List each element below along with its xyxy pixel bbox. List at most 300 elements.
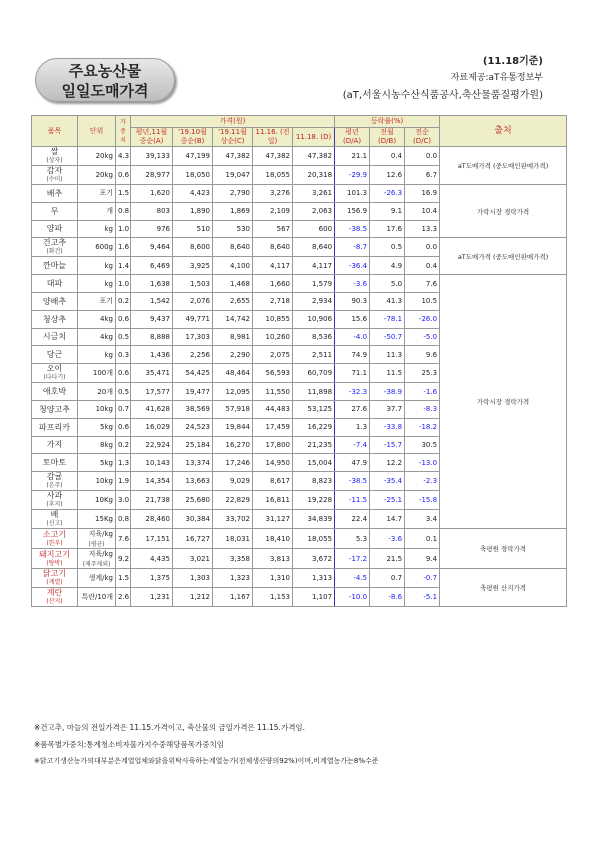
price-last-month: 38,569 xyxy=(173,400,213,418)
rate-vs-period: -5.1 xyxy=(405,588,440,607)
price-last-month: 19,477 xyxy=(173,383,213,401)
rate-vs-period: -13.0 xyxy=(405,454,440,472)
item-weight: 1.3 xyxy=(116,454,131,472)
item-unit xyxy=(78,147,116,166)
item-name-text: 오이 xyxy=(46,364,63,374)
price-last-month: 1,303 xyxy=(173,569,213,588)
price-last-month: 1,890 xyxy=(173,202,213,220)
item-unit xyxy=(78,418,116,436)
price-avg: 1,231 xyxy=(131,588,173,607)
price-avg: 22,924 xyxy=(131,436,173,454)
price-prev-day: 17,800 xyxy=(253,436,293,454)
rate-vs-month: 12.2 xyxy=(370,454,405,472)
item-weight: 4.3 xyxy=(116,147,131,166)
price-today: 2,063 xyxy=(293,202,335,220)
item-unit xyxy=(78,220,116,238)
rate-vs-month: 9.1 xyxy=(370,202,405,220)
rate-vs-month: -78.1 xyxy=(370,310,405,328)
item-weight: 2.6 xyxy=(116,588,131,607)
price-last-period: 1,869 xyxy=(213,202,253,220)
item-unit xyxy=(78,328,116,346)
rate-vs-period: 3.4 xyxy=(405,510,440,529)
rate-vs-month: -50.7 xyxy=(370,328,405,346)
price-avg: 41,628 xyxy=(131,400,173,418)
footnote-3: ※닭고기생산농가의대부분은계열업체와닭을위탁사육하는계열농가(전체생산량의92%)이며,비계열농가는8%수준 xyxy=(34,757,379,765)
item-name-text: 가지 xyxy=(46,440,63,450)
item-name-text: 대파 xyxy=(46,279,63,289)
item-unit-text: 포기 xyxy=(99,297,113,306)
item-weight: 0.6 xyxy=(116,418,131,436)
rate-vs-avg: 5.3 xyxy=(335,529,370,549)
rate-vs-avg: 101.3 xyxy=(335,185,370,203)
rate-vs-period: 10.5 xyxy=(405,292,440,310)
item-unit-text: 4kg xyxy=(100,332,113,341)
price-last-period: 47,382 xyxy=(213,147,253,166)
price-last-month: 1,212 xyxy=(173,588,213,607)
item-unit xyxy=(78,549,116,569)
price-last-month: 25,184 xyxy=(173,436,213,454)
price-today: 2,511 xyxy=(293,346,335,364)
rate-vs-avg: -4.5 xyxy=(335,569,370,588)
rate-vs-month: 0.5 xyxy=(370,238,405,257)
rate-vs-month: -38.9 xyxy=(370,383,405,401)
item-unit-text: 생계/kg xyxy=(88,574,113,583)
item-name xyxy=(32,510,78,529)
item-unit-text: 5kg xyxy=(100,458,113,467)
rate-vs-month: 0.7 xyxy=(370,569,405,588)
rate-vs-avg: 22.4 xyxy=(335,510,370,529)
rate-vs-period: 30.5 xyxy=(405,436,440,454)
price-prev-day: 1,660 xyxy=(253,275,293,293)
header-rate: 등락률(%) xyxy=(335,116,440,128)
rate-vs-period: 0.0 xyxy=(405,147,440,166)
item-name-text: 시금치 xyxy=(42,332,67,342)
rate-vs-period: 7.6 xyxy=(405,275,440,293)
price-prev-day: 4,117 xyxy=(253,257,293,275)
item-unit xyxy=(78,202,116,220)
price-last-period: 530 xyxy=(213,220,253,238)
item-unit-text: 포기 xyxy=(99,189,113,198)
item-name-text: 당근 xyxy=(46,350,63,360)
item-name-text: 배추 xyxy=(46,188,63,198)
item-unit xyxy=(78,275,116,293)
price-today: 8,640 xyxy=(293,238,335,257)
item-weight: 0.8 xyxy=(116,202,131,220)
price-last-period: 17,246 xyxy=(213,454,253,472)
rate-vs-avg: 15.6 xyxy=(335,310,370,328)
price-last-period: 2,290 xyxy=(213,346,253,364)
item-name xyxy=(32,257,78,275)
item-variety: (한우) xyxy=(46,539,63,547)
price-last-month: 49,771 xyxy=(173,310,213,328)
rate-vs-avg: 21.1 xyxy=(335,147,370,166)
price-prev-day: 2,109 xyxy=(253,202,293,220)
item-weight: 1.5 xyxy=(116,569,131,588)
price-prev-day: 18,410 xyxy=(253,529,293,549)
item-unit xyxy=(78,292,116,310)
item-variety: (온주) xyxy=(46,482,63,490)
price-prev-day: 1,310 xyxy=(253,569,293,588)
item-name xyxy=(32,436,78,454)
item-weight: 0.7 xyxy=(116,400,131,418)
rate-vs-month: 12.6 xyxy=(370,166,405,185)
price-last-month: 25,680 xyxy=(173,491,213,510)
item-weight: 0.5 xyxy=(116,328,131,346)
rate-vs-period: 16.9 xyxy=(405,185,440,203)
price-avg: 35,471 xyxy=(131,364,173,383)
item-variety: (산지) xyxy=(46,598,63,606)
price-avg: 14,354 xyxy=(131,472,173,491)
item-unit-text: kg xyxy=(104,224,113,233)
item-name xyxy=(32,529,78,549)
price-last-period: 12,095 xyxy=(213,383,253,401)
price-last-period: 9,029 xyxy=(213,472,253,491)
price-prev-day: 31,127 xyxy=(253,510,293,529)
item-variety: (계열) xyxy=(46,579,63,587)
price-avg: 16,029 xyxy=(131,418,173,436)
price-last-month: 510 xyxy=(173,220,213,238)
price-last-month: 3,021 xyxy=(173,549,213,569)
item-weight: 0.2 xyxy=(116,436,131,454)
item-variety: (상자) xyxy=(46,157,63,164)
price-avg: 1,436 xyxy=(131,346,173,364)
price-avg: 1,638 xyxy=(131,275,173,293)
price-last-period: 57,918 xyxy=(213,400,253,418)
price-today: 18,055 xyxy=(293,529,335,549)
item-weight: 1.9 xyxy=(116,472,131,491)
price-today: 3,672 xyxy=(293,549,335,569)
price-today: 10,906 xyxy=(293,310,335,328)
item-unit-text: kg xyxy=(104,350,113,359)
item-name-text: 닭고기 xyxy=(42,569,67,579)
item-name-text: 건고추 xyxy=(42,238,67,248)
price-today: 8,823 xyxy=(293,472,335,491)
price-last-period: 14,742 xyxy=(213,310,253,328)
price-today: 19,228 xyxy=(293,491,335,510)
rate-vs-avg: -36.4 xyxy=(335,257,370,275)
header-col-c: '19.11월 상순(C) xyxy=(213,128,253,147)
price-last-month: 8,600 xyxy=(173,238,213,257)
price-prev-day: 8,617 xyxy=(253,472,293,491)
item-weight: 9.2 xyxy=(116,549,131,569)
item-unit-text: 개 xyxy=(106,207,113,216)
page-title-box xyxy=(35,58,175,102)
header-col-d: 11.18. (D) xyxy=(293,128,335,147)
price-last-period: 2,655 xyxy=(213,292,253,310)
header-source: 출처 xyxy=(440,116,567,147)
price-source: 가락시장 경락가격 xyxy=(440,275,567,529)
price-last-period: 33,702 xyxy=(213,510,253,529)
item-unit xyxy=(78,491,116,510)
item-name xyxy=(32,292,78,310)
table-row xyxy=(32,147,567,166)
price-today: 1,107 xyxy=(293,588,335,607)
item-weight: 0.6 xyxy=(116,364,131,383)
price-today: 15,004 xyxy=(293,454,335,472)
rate-vs-period: -26.0 xyxy=(405,310,440,328)
item-name xyxy=(32,346,78,364)
item-name xyxy=(32,220,78,238)
item-unit-text: 5kg xyxy=(100,423,113,432)
rate-vs-month: 17.6 xyxy=(370,220,405,238)
rate-vs-month: 5.0 xyxy=(370,275,405,293)
item-unit-text: 특란/10개 xyxy=(81,593,113,602)
price-today: 11,898 xyxy=(293,383,335,401)
header-col-a: 평년,11월 중순(A) xyxy=(131,128,173,147)
item-name xyxy=(32,202,78,220)
item-unit-text: kg xyxy=(104,261,113,270)
item-weight: 3.0 xyxy=(116,491,131,510)
price-avg: 4,435 xyxy=(131,549,173,569)
price-last-period: 1,323 xyxy=(213,569,253,588)
item-weight: 0.8 xyxy=(116,510,131,529)
price-avg: 39,133 xyxy=(131,147,173,166)
price-last-period: 8,640 xyxy=(213,238,253,257)
price-source: aT도매가격 (중도매인판매가격) xyxy=(440,147,567,185)
item-variety: (다다기) xyxy=(43,374,66,382)
rate-vs-month: -33.8 xyxy=(370,418,405,436)
rate-vs-month: 11.5 xyxy=(370,364,405,383)
price-last-month: 30,384 xyxy=(173,510,213,529)
rate-vs-avg: -7.4 xyxy=(335,436,370,454)
rate-vs-period: -1.6 xyxy=(405,383,440,401)
rate-vs-period: -5.0 xyxy=(405,328,440,346)
rate-vs-period: 10.4 xyxy=(405,202,440,220)
rate-vs-avg: -4.0 xyxy=(335,328,370,346)
item-unit xyxy=(78,185,116,203)
rate-vs-avg: -8.7 xyxy=(335,238,370,257)
price-avg: 1,375 xyxy=(131,569,173,588)
price-prev-day: 3,813 xyxy=(253,549,293,569)
rate-vs-period: 13.3 xyxy=(405,220,440,238)
rate-vs-period: 0.1 xyxy=(405,529,440,549)
item-unit-sub: (평균) xyxy=(88,541,105,549)
item-name xyxy=(32,418,78,436)
item-unit xyxy=(78,400,116,418)
price-avg: 976 xyxy=(131,220,173,238)
price-today: 47,382 xyxy=(293,147,335,166)
item-name xyxy=(32,472,78,491)
price-today: 1,579 xyxy=(293,275,335,293)
item-name xyxy=(32,328,78,346)
rate-vs-month: -8.6 xyxy=(370,588,405,607)
item-name xyxy=(32,185,78,203)
rate-vs-avg: 27.6 xyxy=(335,400,370,418)
item-name xyxy=(32,569,78,588)
price-avg: 8,888 xyxy=(131,328,173,346)
item-unit xyxy=(78,383,116,401)
price-last-month: 2,256 xyxy=(173,346,213,364)
price-last-period: 3,358 xyxy=(213,549,253,569)
header-unit: 단위 xyxy=(78,116,116,147)
price-last-month: 1,503 xyxy=(173,275,213,293)
item-name-text: 무 xyxy=(50,206,59,216)
item-unit-text: 4kg xyxy=(100,315,113,324)
table-row xyxy=(32,185,567,203)
rate-vs-month: -3.6 xyxy=(370,529,405,549)
header-item: 품목 xyxy=(32,116,78,147)
price-today: 16,229 xyxy=(293,418,335,436)
item-weight: 1.0 xyxy=(116,220,131,238)
item-name-text: 계란 xyxy=(46,588,63,598)
header-rate-a: 평년 (D/A) xyxy=(335,128,370,147)
item-name-text: 청양고추 xyxy=(39,404,70,414)
item-unit-text: 20kg xyxy=(95,152,113,160)
item-name xyxy=(32,491,78,510)
header-rate-c: 전순 (D/C) xyxy=(405,128,440,147)
rate-vs-period: -8.3 xyxy=(405,400,440,418)
item-weight: 1.5 xyxy=(116,185,131,203)
page-title-line2: 일일도매가격 xyxy=(61,82,149,100)
item-unit xyxy=(78,238,116,257)
item-unit xyxy=(78,588,116,607)
price-avg: 1,620 xyxy=(131,185,173,203)
header-rate-b: 전월 (D/B) xyxy=(370,128,405,147)
price-avg: 9,464 xyxy=(131,238,173,257)
item-unit-text: 20개 xyxy=(97,387,113,396)
rate-vs-avg: -32.3 xyxy=(335,383,370,401)
table-row xyxy=(32,238,567,257)
rate-vs-avg: 74.9 xyxy=(335,346,370,364)
item-weight: 1.0 xyxy=(116,275,131,293)
item-name-text: 깐마늘 xyxy=(42,261,67,271)
price-avg: 9,437 xyxy=(131,310,173,328)
price-last-period: 4,100 xyxy=(213,257,253,275)
price-last-period: 19,047 xyxy=(213,166,253,185)
item-name xyxy=(32,549,78,569)
item-unit-text: 20kg xyxy=(95,171,113,179)
item-unit-sub: (제주제외) xyxy=(82,561,111,569)
item-name-text: 감자 xyxy=(46,166,63,175)
price-prev-day: 8,640 xyxy=(253,238,293,257)
item-name xyxy=(32,400,78,418)
item-unit xyxy=(78,257,116,275)
price-prev-day: 10,260 xyxy=(253,328,293,346)
header-col-b: '19.10월 중순(B) xyxy=(173,128,213,147)
rate-vs-month: 41.3 xyxy=(370,292,405,310)
price-prev-day: 2,718 xyxy=(253,292,293,310)
price-avg: 28,460 xyxy=(131,510,173,529)
price-today: 1,313 xyxy=(293,569,335,588)
rate-vs-month: 21.5 xyxy=(370,549,405,569)
item-name xyxy=(32,238,78,257)
item-unit xyxy=(78,472,116,491)
data-source: 자료제공:aT유통정보부 xyxy=(450,73,543,83)
table-row xyxy=(32,275,567,293)
price-last-month: 24,523 xyxy=(173,418,213,436)
price-last-period: 48,464 xyxy=(213,364,253,383)
price-prev-day: 56,593 xyxy=(253,364,293,383)
item-name-text: 사과 xyxy=(46,491,63,501)
rate-vs-avg: -17.2 xyxy=(335,549,370,569)
header-price: 가격(원) xyxy=(131,116,335,128)
price-last-month: 13,663 xyxy=(173,472,213,491)
item-name xyxy=(32,588,78,607)
price-avg: 1,542 xyxy=(131,292,173,310)
price-source: 축평원 산지가격 xyxy=(440,569,567,607)
price-today: 2,934 xyxy=(293,292,335,310)
price-prev-day: 18,055 xyxy=(253,166,293,185)
price-last-period: 1,468 xyxy=(213,275,253,293)
price-last-month: 13,374 xyxy=(173,454,213,472)
item-name-text: 돼지고기 xyxy=(39,549,70,559)
item-name xyxy=(32,275,78,293)
rate-vs-month: 4.9 xyxy=(370,257,405,275)
price-last-period: 19,844 xyxy=(213,418,253,436)
rate-vs-avg: -11.5 xyxy=(335,491,370,510)
item-unit-text: 15Kg xyxy=(95,515,113,524)
price-last-month: 4,423 xyxy=(173,185,213,203)
item-unit-text: 지육/kg xyxy=(88,530,113,539)
item-name xyxy=(32,383,78,401)
rate-vs-period: 25.3 xyxy=(405,364,440,383)
price-last-period: 18,031 xyxy=(213,529,253,549)
footnote-2: ※품목별가중치:통계청소비자물가지수중해당품목가중치임 xyxy=(34,740,224,749)
price-prev-day: 11,550 xyxy=(253,383,293,401)
item-unit xyxy=(78,346,116,364)
rate-vs-avg: -10.0 xyxy=(335,588,370,607)
price-avg: 10,143 xyxy=(131,454,173,472)
price-prev-day: 14,950 xyxy=(253,454,293,472)
item-weight: 1.4 xyxy=(116,257,131,275)
item-unit xyxy=(78,310,116,328)
price-prev-day: 47,382 xyxy=(253,147,293,166)
table-row xyxy=(32,569,567,588)
rate-vs-period: -2.3 xyxy=(405,472,440,491)
item-weight: 0.2 xyxy=(116,292,131,310)
data-source-orgs: (aT,서울시농수산식품공사,축산물품질평가원) xyxy=(342,90,543,101)
price-last-period: 1,167 xyxy=(213,588,253,607)
price-prev-day: 1,153 xyxy=(253,588,293,607)
rate-vs-period: 0.4 xyxy=(405,257,440,275)
rate-vs-month: -25.1 xyxy=(370,491,405,510)
item-variety: (화건) xyxy=(46,248,63,256)
item-name-text: 양배추 xyxy=(42,296,67,306)
price-prev-day: 3,276 xyxy=(253,185,293,203)
price-prev-day: 16,811 xyxy=(253,491,293,510)
price-prev-day: 44,483 xyxy=(253,400,293,418)
price-prev-day: 17,459 xyxy=(253,418,293,436)
item-name-text: 배 xyxy=(50,510,59,520)
price-last-period: 22,829 xyxy=(213,491,253,510)
price-last-period: 8,981 xyxy=(213,328,253,346)
item-unit xyxy=(78,510,116,529)
price-last-period: 2,790 xyxy=(213,185,253,203)
price-today: 8,536 xyxy=(293,328,335,346)
price-prev-day: 2,075 xyxy=(253,346,293,364)
price-last-period: 16,270 xyxy=(213,436,253,454)
item-weight: 0.3 xyxy=(116,346,131,364)
price-last-month: 47,199 xyxy=(173,147,213,166)
price-today: 53,125 xyxy=(293,400,335,418)
item-unit-text: 지육/kg xyxy=(88,550,113,559)
rate-vs-period: -18.2 xyxy=(405,418,440,436)
rate-vs-month: 37.7 xyxy=(370,400,405,418)
item-unit-text: 10kg xyxy=(95,477,113,486)
item-weight: 0.5 xyxy=(116,383,131,401)
rate-vs-month: 11.3 xyxy=(370,346,405,364)
rate-vs-avg: 156.9 xyxy=(335,202,370,220)
item-unit xyxy=(78,454,116,472)
price-last-month: 2,076 xyxy=(173,292,213,310)
rate-vs-month: 14.7 xyxy=(370,510,405,529)
price-last-month: 3,925 xyxy=(173,257,213,275)
item-variety: (탕박) xyxy=(46,559,63,567)
item-unit-text: 10kg xyxy=(95,405,113,414)
item-unit xyxy=(78,529,116,549)
price-today: 20,318 xyxy=(293,166,335,185)
price-source: aT도매가격 (중도매인판매가격) xyxy=(440,238,567,275)
